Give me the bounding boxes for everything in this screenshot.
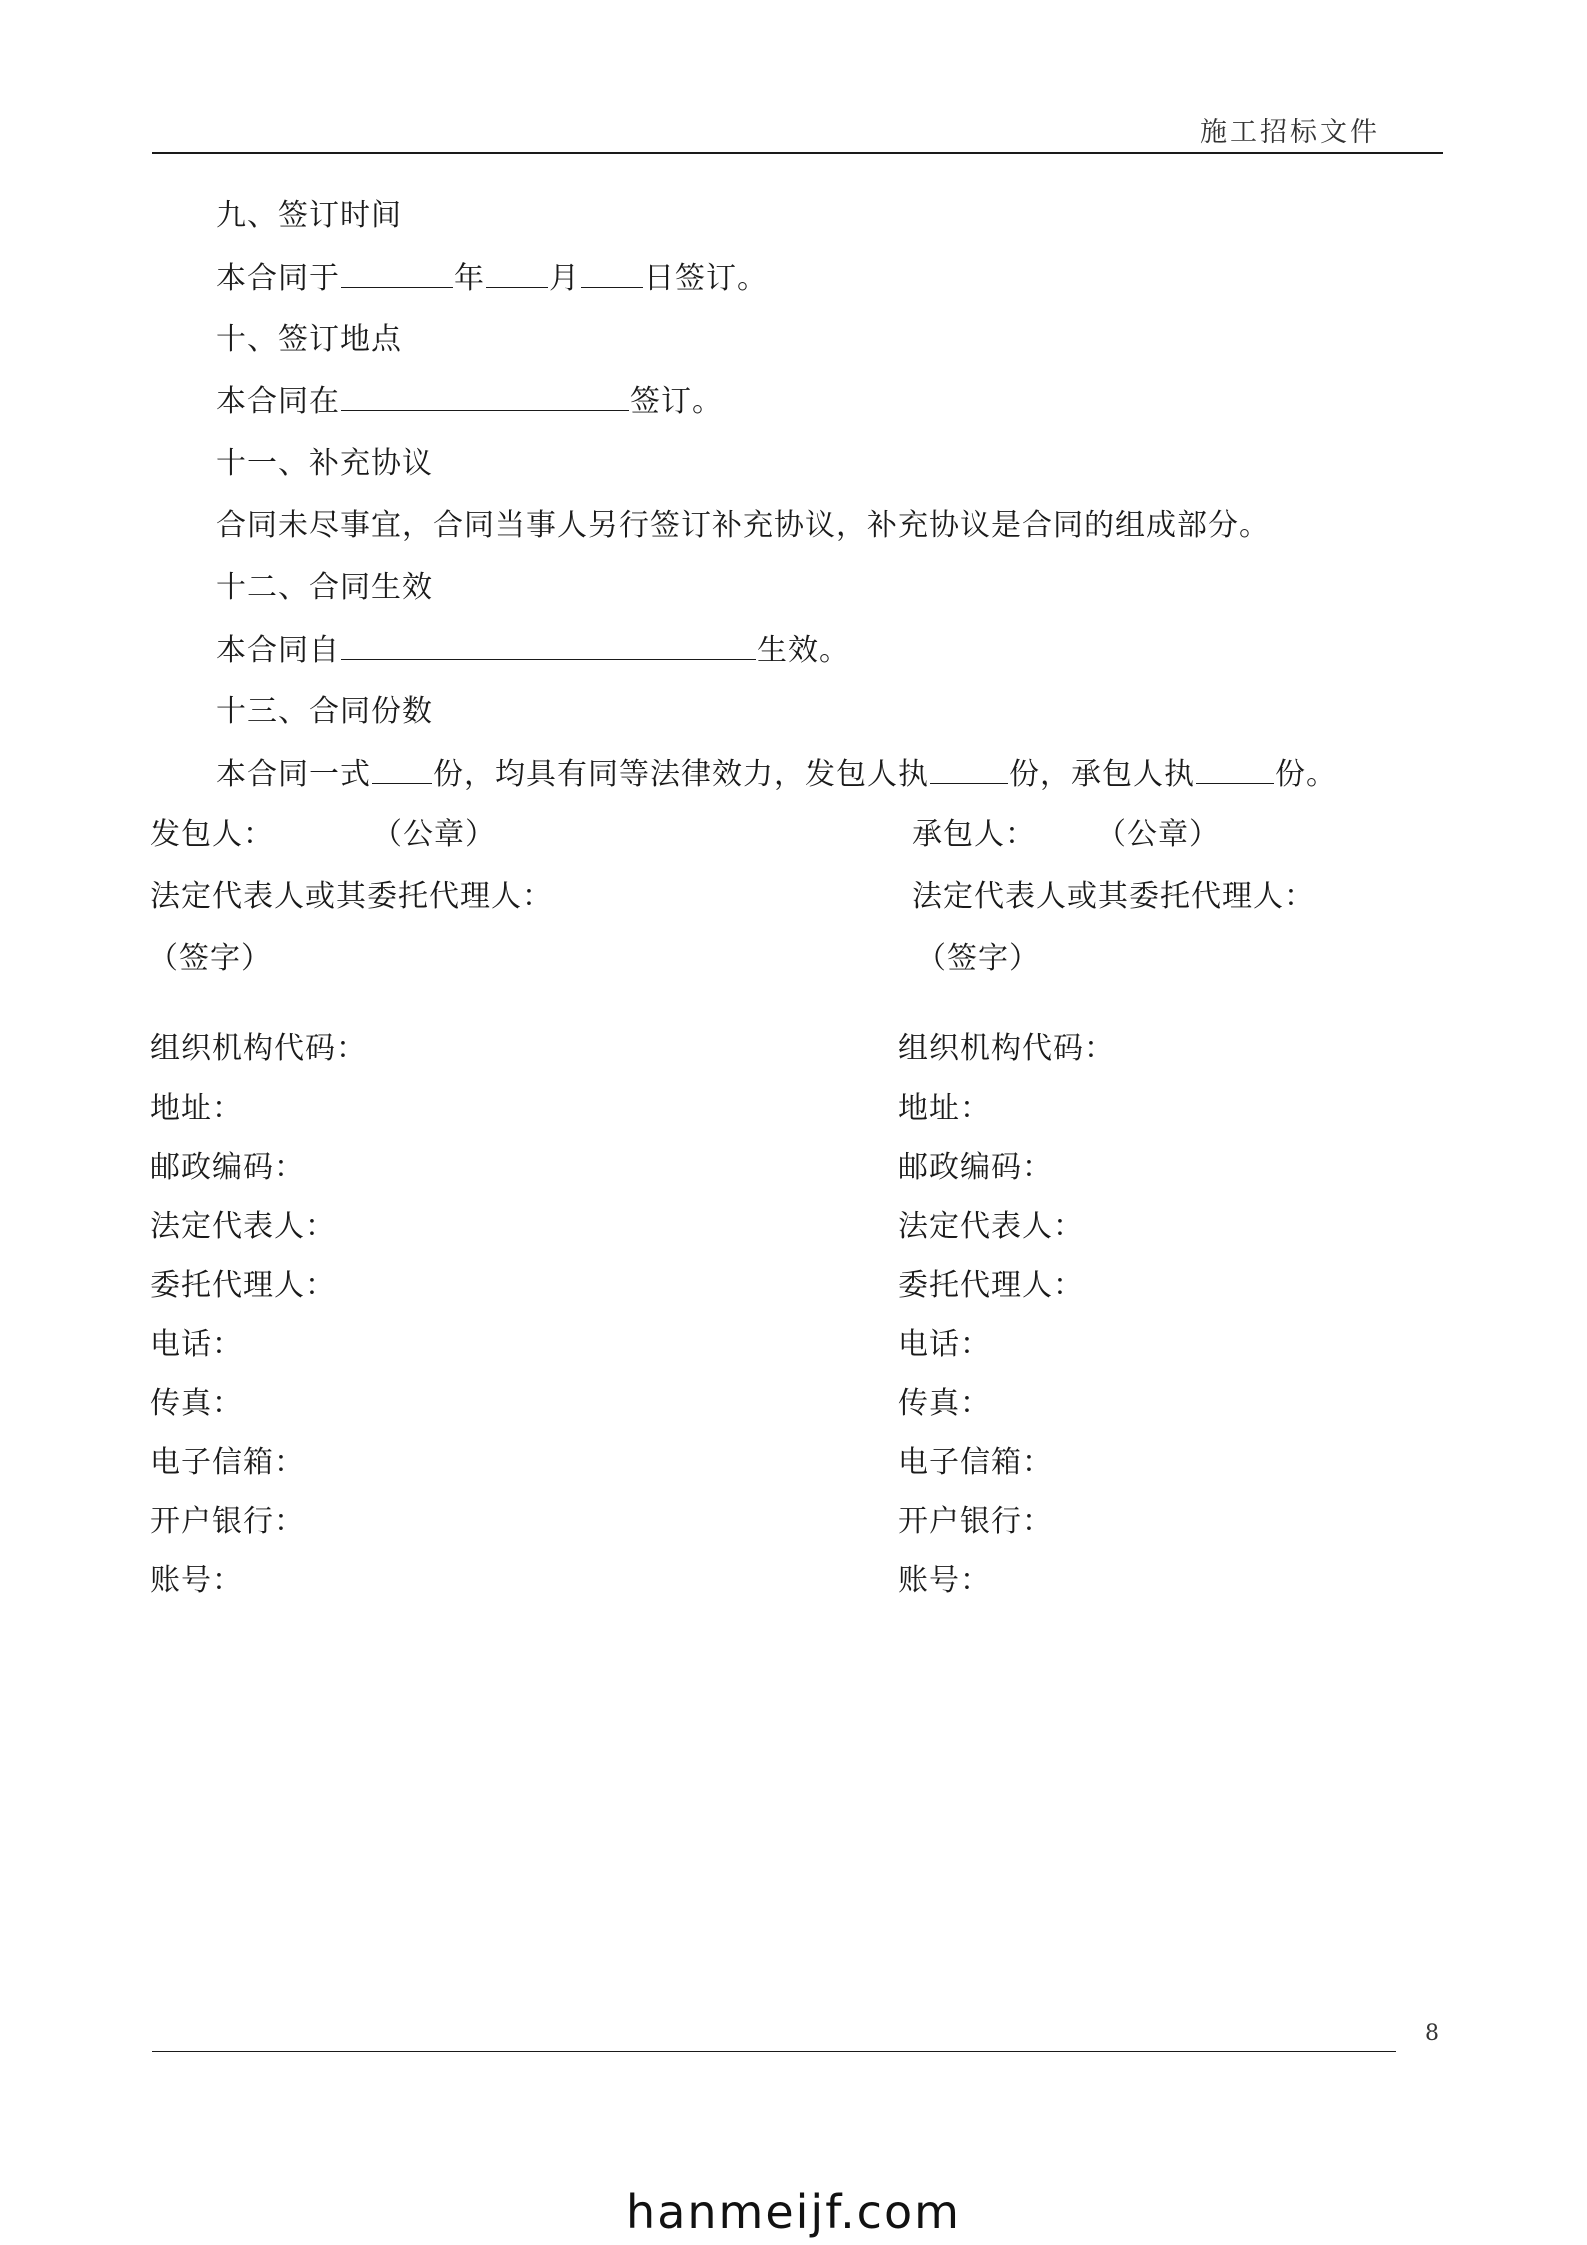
- section-9-text-part: 本合同于: [216, 261, 340, 296]
- contractor-field-agent: 委托代理人：: [898, 1268, 1084, 1303]
- section-12-text-part: 本合同自: [216, 633, 340, 668]
- contractor-field-email: 电子信箱：: [898, 1445, 1053, 1480]
- section-13-text-part: 份，均具有同等法律效力，发包人执: [433, 757, 929, 792]
- month-blank: [486, 257, 548, 288]
- employer-field-agent: 委托代理人：: [150, 1268, 336, 1303]
- contractor-field-org-code: 组织机构代码：: [898, 1031, 1115, 1066]
- employer-field-address: 地址：: [150, 1091, 243, 1126]
- employer-field-phone: 电话：: [150, 1327, 243, 1362]
- employer-rep-label: 法定代表人或其委托代理人：: [150, 879, 553, 914]
- section-11-heading: 十一、补充协议: [216, 446, 433, 481]
- section-10-text: [216, 380, 723, 423]
- contractor-rep-label: 法定代表人或其委托代理人：: [912, 879, 1315, 914]
- section-13-text: [216, 753, 1337, 796]
- watermark-text: hanmeijf.com: [626, 2185, 961, 2239]
- day-blank: [581, 257, 643, 288]
- employer-sign-label: （签字）: [148, 941, 272, 976]
- contractor-party-label: 承包人：: [912, 817, 1036, 852]
- section-9-heading: 九、签订时间: [216, 198, 402, 233]
- employer-field-fax: 传真：: [150, 1386, 243, 1421]
- contractor-field-address: 地址：: [898, 1091, 991, 1126]
- employer-field-legal-rep: 法定代表人：: [150, 1209, 336, 1244]
- contractor-field-bank: 开户银行：: [898, 1504, 1053, 1539]
- year-blank: [341, 257, 453, 288]
- section-11-text: 合同未尽事宜，合同当事人另行签订补充协议，补充协议是合同的组成部分。: [216, 508, 1270, 543]
- section-9-text-part: 月: [549, 261, 580, 296]
- employer-field-org-code: 组织机构代码：: [150, 1031, 367, 1066]
- employer-seal-label: （公章）: [372, 817, 496, 852]
- contractor-field-fax: 传真：: [898, 1386, 991, 1421]
- effective-blank: [341, 629, 756, 660]
- document-header-title: 施工招标文件: [1200, 117, 1380, 148]
- contractor-field-postcode: 邮政编码：: [898, 1150, 1053, 1185]
- section-10-text-part: 签订。: [630, 384, 723, 419]
- section-10-heading: 十、签订地点: [216, 322, 402, 357]
- employer-field-account: 账号：: [150, 1563, 243, 1598]
- employer-field-bank: 开户银行：: [150, 1504, 305, 1539]
- header-divider: [152, 152, 1443, 154]
- section-13-heading: 十三、合同份数: [216, 694, 433, 729]
- contractor-field-account: 账号：: [898, 1563, 991, 1598]
- employer-copies-blank: [930, 753, 1008, 784]
- section-9-text-part: 年: [454, 261, 485, 296]
- page-number: 8: [1425, 2021, 1439, 2046]
- section-10-text-part: 本合同在: [216, 384, 340, 419]
- copies-total-blank: [372, 753, 432, 784]
- contractor-field-phone: 电话：: [898, 1327, 991, 1362]
- employer-party-label: 发包人：: [150, 817, 274, 852]
- section-12-text-part: 生效。: [757, 633, 850, 668]
- section-9-text: [216, 257, 768, 300]
- section-12-heading: 十二、合同生效: [216, 570, 433, 605]
- contractor-sign-label: （签字）: [916, 941, 1040, 976]
- contractor-seal-label: （公章）: [1096, 817, 1220, 852]
- contractor-copies-blank: [1196, 753, 1274, 784]
- employer-field-email: 电子信箱：: [150, 1445, 305, 1480]
- section-13-text-part: 份。: [1275, 757, 1337, 792]
- location-blank: [341, 380, 629, 411]
- section-13-text-part: 份，承包人执: [1009, 757, 1195, 792]
- section-12-text: [216, 629, 850, 672]
- employer-field-postcode: 邮政编码：: [150, 1150, 305, 1185]
- section-9-text-part: 日签订。: [644, 261, 768, 296]
- contractor-field-legal-rep: 法定代表人：: [898, 1209, 1084, 1244]
- footer-divider: [152, 2051, 1396, 2052]
- section-13-text-part: 本合同一式: [216, 757, 371, 792]
